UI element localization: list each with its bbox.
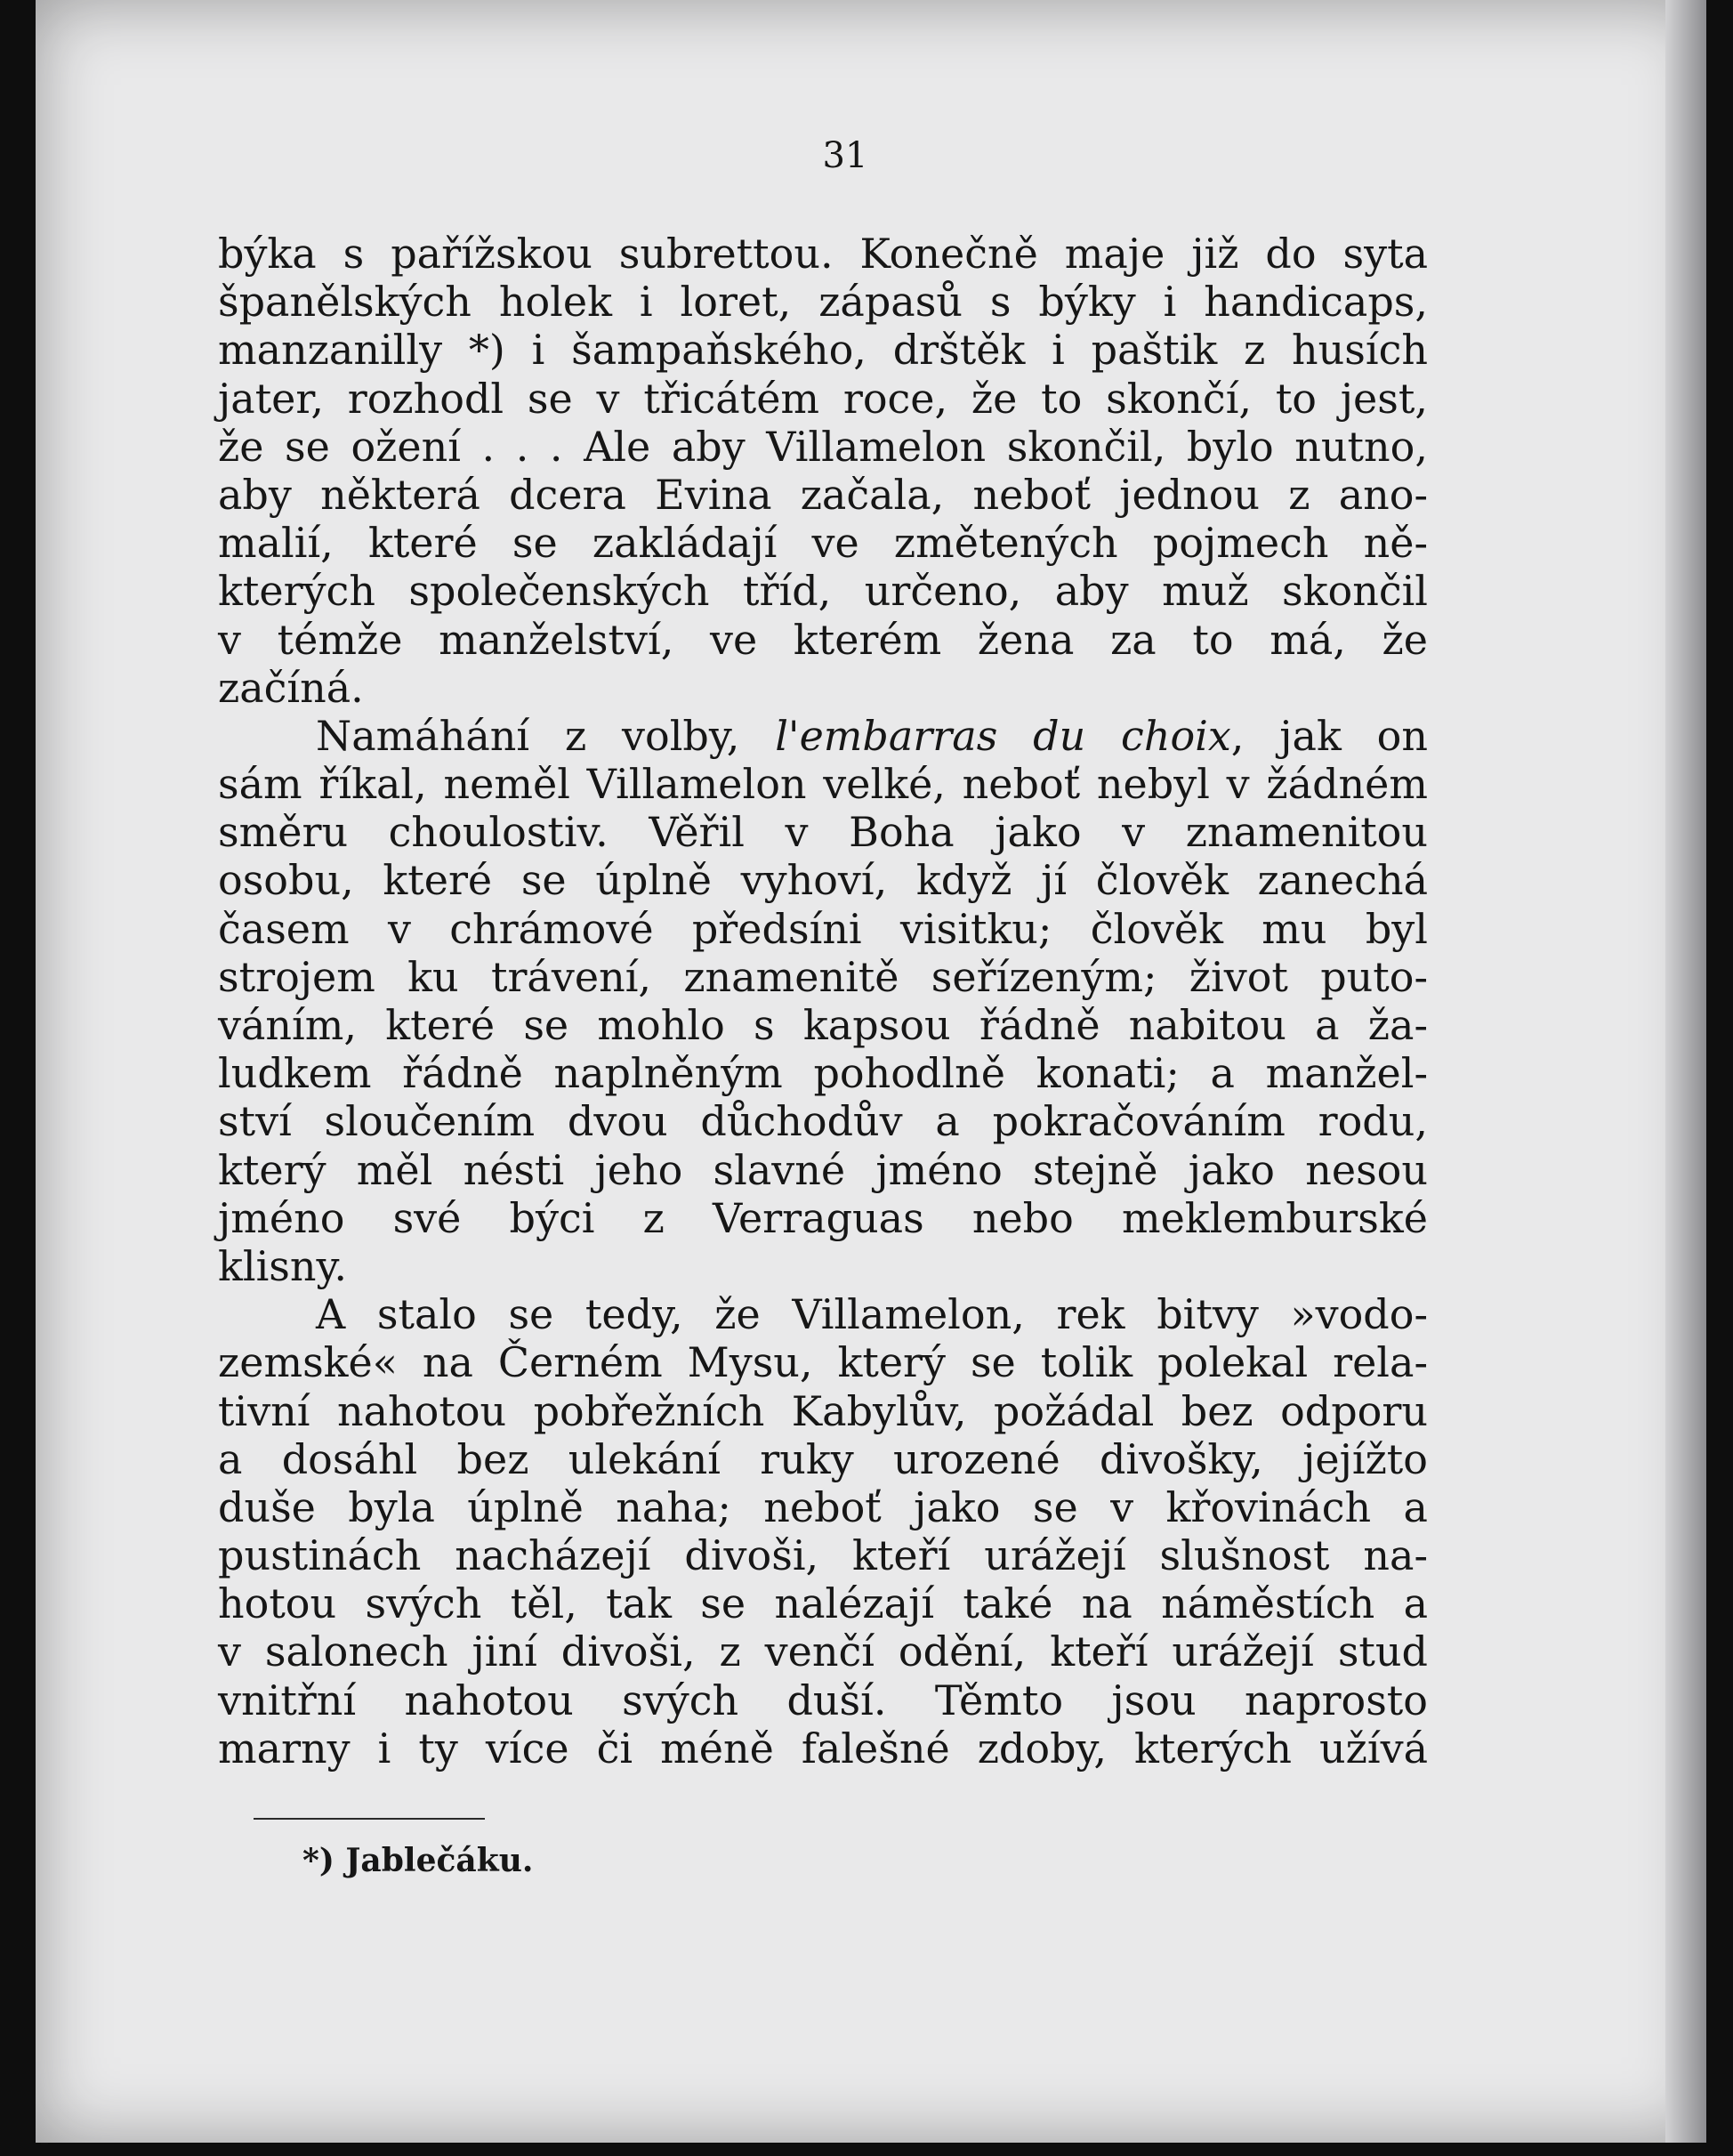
text-line: začíná.	[218, 663, 364, 712]
text-line: hotou svých těl, tak se nalézají také na náměstích a	[218, 1579, 1428, 1628]
text-line: kterých společenských tříd, určeno, aby muž skončil	[218, 567, 1428, 616]
text-line: pustinách nacházejí divoši, kteří urážejí slušnost na-	[218, 1531, 1428, 1580]
text-line: aby některá dcera Evina začala, neboť jednou z ano-	[218, 470, 1428, 519]
text-run: Namáhání z volby,	[316, 711, 776, 760]
text-line: ludkem řádně naplněným pohodlně konati; a manžel-	[218, 1049, 1428, 1098]
text-line: manzanilly *) i šampaňského, drštěk i paštik z husích	[218, 326, 1428, 375]
text-line: a dosáhl bez ulekání ruky urozené divošky, jejížto	[218, 1434, 1428, 1483]
text-line: zemské« na Černém Mysu, který se tolik polekal rela-	[218, 1338, 1428, 1387]
footnote: *) Jablečáku.	[302, 1842, 534, 1879]
text-line: klisny.	[218, 1241, 348, 1290]
text-line: jater, rozhodl se v třicátém roce, že to skončí, to jest,	[218, 374, 1428, 423]
text-line: tivní nahotou pobřežních Kabylův, požádal bez odporu	[218, 1386, 1428, 1435]
paragraph-start-line	[218, 712, 1428, 760]
text-line: jméno své býci z Verraguas nebo meklemburské	[218, 1193, 1428, 1242]
text-line: že se ožení . . . Ale aby Villamelon skončil, bylo nutno,	[218, 422, 1428, 471]
text-line: duše byla úplně naha; neboť jako se v křovinách a	[218, 1482, 1428, 1531]
text-line: marny i ty více či méně falešné zdoby, kterých užívá	[218, 1724, 1428, 1772]
footnote-divider	[254, 1818, 485, 1820]
text-line: strojem ku trávení, znamenitě seřízeným; život puto-	[218, 952, 1428, 1001]
text-line: časem v chrámové předsíni visitku; člověk mu byl	[218, 904, 1428, 953]
text-line: v témže manželství, ve kterém žena za to má, že	[218, 615, 1428, 664]
book-page	[36, 0, 1706, 2143]
text-line: ství sloučením dvou důchodův a pokračováním rodu,	[218, 1097, 1428, 1146]
italic-phrase: l'embarras du choix	[775, 711, 1231, 760]
page-number: 31	[822, 135, 868, 176]
text-line: španělských holek i loret, zápasů s býky i handicaps,	[218, 278, 1428, 327]
text-line: směru choulostiv. Věřil v Boha jako v znamenitou	[218, 808, 1428, 857]
paragraph-start-line: A stalo se tedy, že Villamelon, rek bitvy »vodo-	[316, 1290, 1428, 1339]
body-text	[218, 230, 1428, 1772]
scan-left-margin	[0, 0, 36, 2156]
page-edge-shadow	[1665, 0, 1706, 2143]
text-line: býka s pařížskou subrettou. Konečně maje již do syta	[218, 230, 1428, 278]
text-line: malií, které se zakládají ve změtených pojmech ně-	[218, 519, 1428, 568]
text-line: vnitřní nahotou svých duší. Těmto jsou naprosto	[218, 1676, 1428, 1724]
text-line: sám říkal, neměl Villamelon velké, neboť nebyl v žádném	[218, 760, 1428, 809]
text-line: váním, které se mohlo s kapsou řádně nabitou a ža-	[218, 1001, 1428, 1049]
text-line: osobu, které se úplně vyhoví, když jí člověk zanechá	[218, 856, 1428, 905]
text-run: , jak on	[1230, 711, 1428, 760]
text-line: v salonech jiní divoši, z venčí odění, kteří urážejí stud	[218, 1627, 1428, 1676]
text-line: který měl nésti jeho slavné jméno stejně jako nesou	[218, 1145, 1428, 1194]
